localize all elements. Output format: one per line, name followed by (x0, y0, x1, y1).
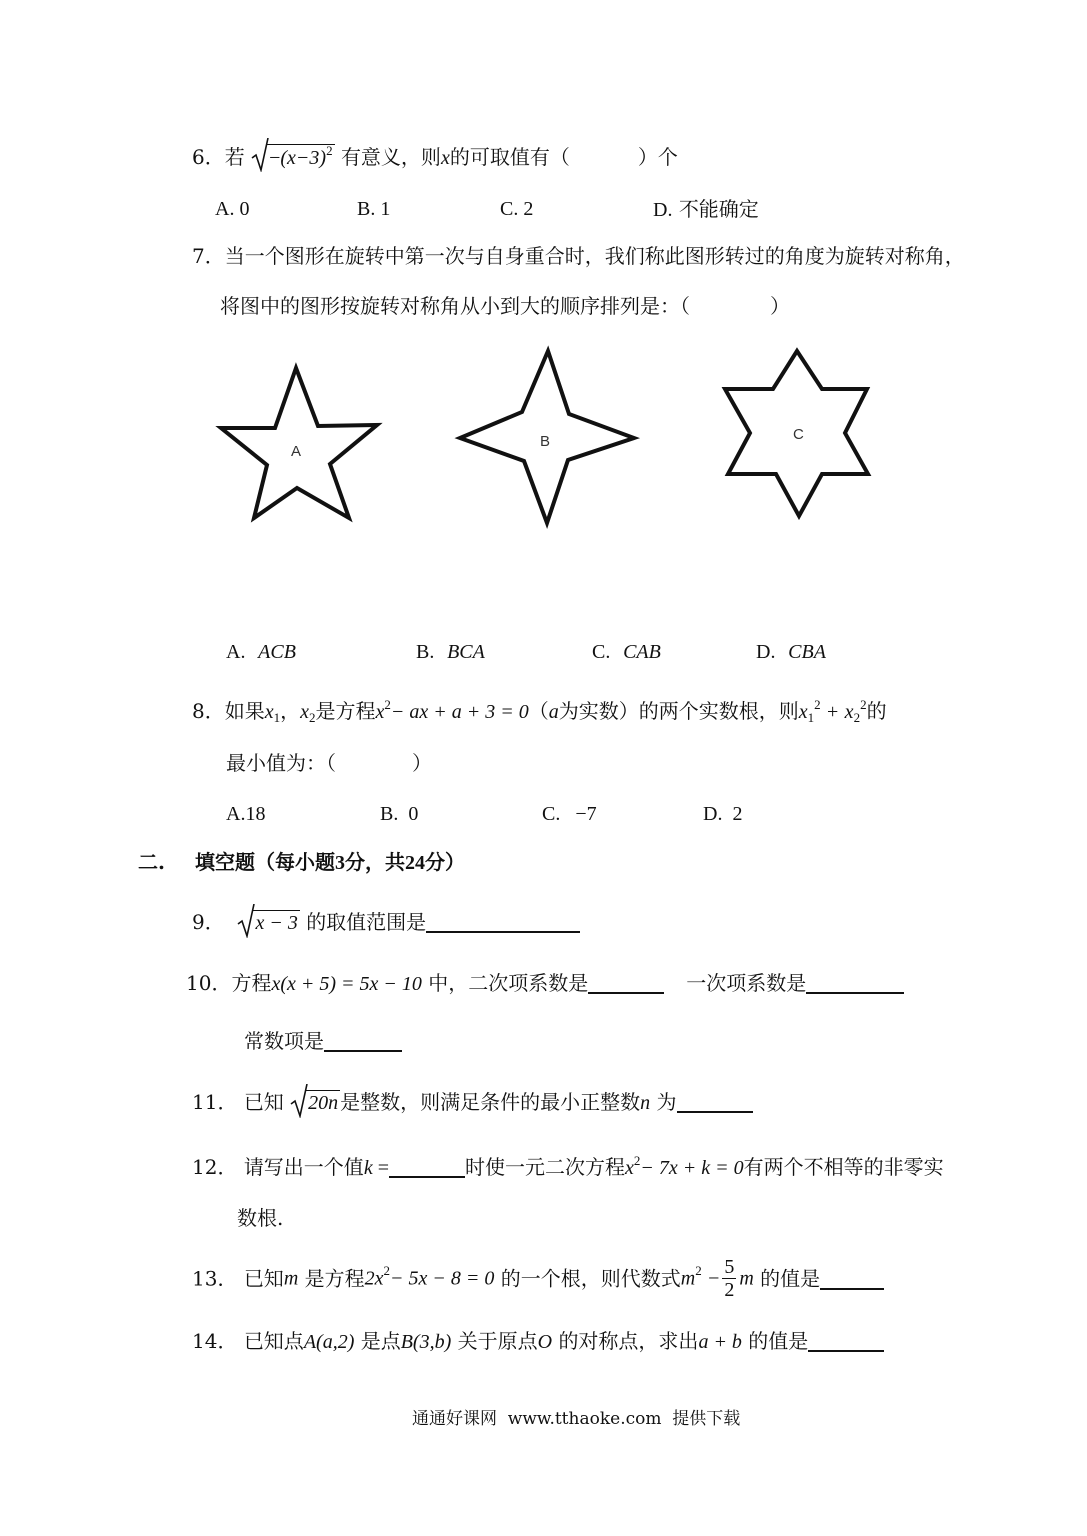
q12-answer-blank[interactable] (389, 1156, 465, 1178)
q10-quadratic-blank[interactable] (588, 972, 664, 994)
q8-option-c: C. −7 (542, 803, 597, 825)
q10-constant-blank[interactable] (324, 1030, 402, 1052)
figure-label-a: A (291, 443, 302, 460)
figure-label-c: C (793, 426, 804, 443)
q6-option-b: B. 1 (357, 198, 391, 220)
q7-line2: 将图中的图形按旋转对称角从小到大的顺序排列是：（ ） (220, 294, 790, 318)
q14-answer-blank[interactable] (808, 1330, 884, 1352)
q6-var: x (440, 147, 450, 169)
q12-line2: 数根. (237, 1206, 284, 1230)
q13-line: 13． 已知m 是方程$2x^2- 5x - 8 = 0$ 的一个根，则代数式$m^2$ − $\frac{5}{2}$ m 的值是 (192, 1256, 884, 1301)
q11-line: 11． 已知 20n 是整数，则满足条件的最小正整数n 为 (192, 1090, 753, 1113)
figure-label-b: B (540, 433, 551, 450)
q6-option-c: C. 2 (500, 198, 534, 220)
q10-linear-blank[interactable] (806, 972, 904, 994)
q10-line2: 常数项是 (244, 1030, 402, 1052)
q8-option-a: A.18 (226, 803, 266, 825)
q8-option-b: B. 0 (380, 803, 419, 825)
q6-close: ）个 (637, 145, 678, 169)
q7-option-c: C. CAB (592, 641, 661, 663)
q7-option-b: B. BCA (416, 641, 485, 663)
q11-sqrt: 20n (290, 1090, 340, 1113)
q13-fraction: $\frac{5}{2}$ (724, 1256, 735, 1301)
q7-number: 7． (192, 244, 225, 268)
q8-line2: 最小值为：（ ） (226, 751, 432, 775)
q8-line1: 8．如果$x_1$，$x_2$是方程$x^2-$ ax + a + 3 = 0（a为实数）的两个实数根，则$x_1^2 + x_2^2$的 (192, 697, 887, 725)
q14-line: 14． 已知点A(a,2) 是点B(3,b) 关于原点O 的对称点，求出a + b 的值是 (192, 1330, 884, 1352)
q7-option-d: D. CBA (756, 641, 826, 663)
q13-answer-blank[interactable] (820, 1268, 884, 1290)
q8-option-d: D. 2 (703, 803, 743, 825)
q6-sqrt: $-(x-3)^2$ (251, 144, 334, 168)
q7-line1: 7．当一个图形在旋转中第一次与自身重合时，我们称此图形转过的角度为旋转对称角， (192, 244, 965, 268)
q6-text-pre: 若 (224, 145, 245, 169)
q12-line1: 12． 请写出一个值k = 时使一元二次方程$x^2- 7x + k = 0$有两个不相等的非零实 (192, 1153, 944, 1179)
section-heading: 二. 填空题（每小题3分，共24分） (138, 850, 465, 874)
q6-text-post: 的可取值有（ (449, 145, 570, 169)
q9-line: 9． x − 3 的取值范围是 (192, 910, 580, 933)
q6-number: 6． (192, 145, 225, 169)
radical-sign-icon (237, 904, 255, 938)
q6-option-d: D. 不能确定 (653, 197, 759, 221)
page-footer: 通通好课网 www.tthaoke.com 提供下载 (412, 1409, 741, 1429)
q10-line1: 10．方程x(x + 5) = 5x − 10 中，二次项系数是 一次项系数是 (186, 972, 904, 994)
q7-option-a: A. ACB (226, 641, 296, 663)
radical-sign-icon (290, 1084, 308, 1118)
q11-answer-blank[interactable] (677, 1091, 753, 1113)
q6-text-mid: 有意义，则 (340, 145, 441, 169)
q6-option-a: A. 0 (215, 198, 250, 220)
q9-answer-blank[interactable] (426, 911, 580, 933)
q9-sqrt: x − 3 (237, 910, 299, 933)
